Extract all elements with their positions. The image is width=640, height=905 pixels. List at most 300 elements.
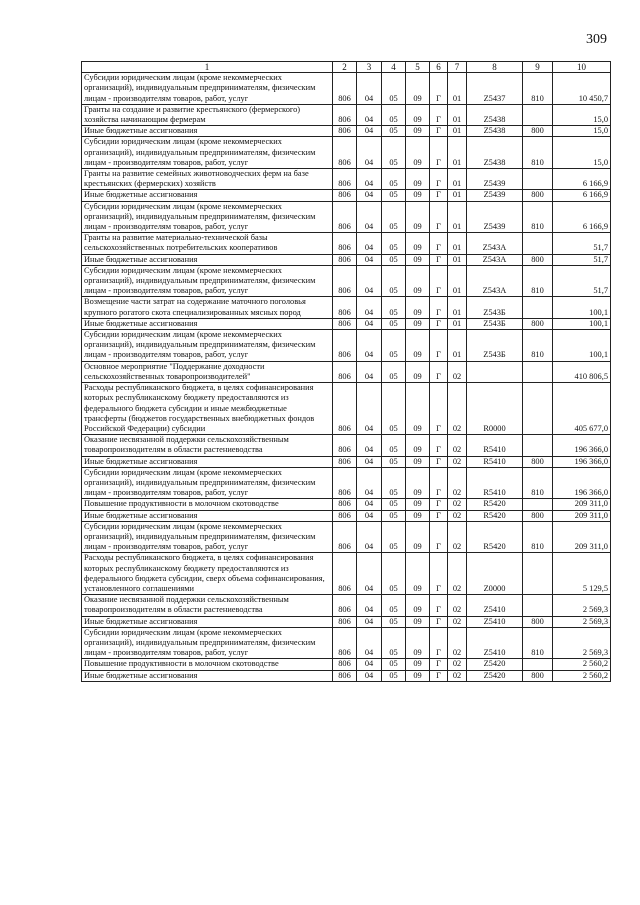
col-subsection: 05 — [382, 201, 406, 233]
col-section: 04 — [357, 126, 382, 137]
table-row — [82, 510, 611, 521]
table-row — [82, 435, 611, 456]
col-subprogram: Г — [430, 510, 448, 521]
col-amount: 196 366,0 — [553, 435, 611, 456]
col-program: 09 — [406, 297, 430, 318]
col-ministry: 806 — [333, 616, 357, 627]
col-event: 01 — [448, 330, 467, 362]
col-subprogram: Г — [430, 553, 448, 595]
col-program: 09 — [406, 190, 430, 201]
row-description: Субсидии юридическим лицам (кроме некоммерческих организаций), индивидуальным предпринимателям, физическим лицам - производителям товаров, работ, услуг — [82, 73, 333, 105]
col-amount: 51,7 — [553, 265, 611, 297]
table-row — [82, 456, 611, 467]
table-row — [82, 616, 611, 627]
col-event: 02 — [448, 670, 467, 681]
col-subsection: 05 — [382, 435, 406, 456]
col-expense-type: 810 — [523, 627, 553, 659]
col-event: 01 — [448, 297, 467, 318]
row-description: Иные бюджетные ассигнования — [82, 190, 333, 201]
col-section: 04 — [357, 73, 382, 105]
col-subprogram: Г — [430, 104, 448, 125]
col-expense-type — [523, 499, 553, 510]
col-event: 01 — [448, 126, 467, 137]
row-description: Субсидии юридическим лицам (кроме некоммерческих организаций), индивидуальным предпринимателям, физическим лицам - производителям товаров, работ, услуг — [82, 467, 333, 499]
col-ministry: 806 — [333, 659, 357, 670]
col-event: 02 — [448, 467, 467, 499]
col-ministry: 806 — [333, 297, 357, 318]
table-row — [82, 104, 611, 125]
col-event: 01 — [448, 137, 467, 169]
table-row — [82, 553, 611, 595]
col-direction: Z543Б — [467, 297, 523, 318]
col-subsection: 05 — [382, 521, 406, 553]
col-direction: Z543А — [467, 233, 523, 254]
header-cell: 5 — [406, 62, 430, 73]
col-expense-type — [523, 361, 553, 382]
col-event: 01 — [448, 104, 467, 125]
col-expense-type: 800 — [523, 126, 553, 137]
col-program: 09 — [406, 137, 430, 169]
col-direction — [467, 361, 523, 382]
row-description: Оказание несвязанной поддержки сельскохозяйственным товаропроизводителям в области растениеводства — [82, 435, 333, 456]
col-program: 09 — [406, 104, 430, 125]
col-program: 09 — [406, 670, 430, 681]
col-amount: 100,1 — [553, 297, 611, 318]
col-amount: 100,1 — [553, 330, 611, 362]
col-amount: 10 450,7 — [553, 73, 611, 105]
header-cell: 10 — [553, 62, 611, 73]
col-event: 02 — [448, 595, 467, 616]
col-direction: Z5439 — [467, 201, 523, 233]
table-row — [82, 627, 611, 659]
row-description: Гранты на развитие материально-технической базы сельскохозяйственных потребительских кооперативов — [82, 233, 333, 254]
row-description: Иные бюджетные ассигнования — [82, 510, 333, 521]
col-program: 09 — [406, 73, 430, 105]
col-subprogram: Г — [430, 467, 448, 499]
col-event: 02 — [448, 456, 467, 467]
col-expense-type — [523, 104, 553, 125]
col-subsection: 05 — [382, 510, 406, 521]
col-direction: Z5438 — [467, 104, 523, 125]
col-expense-type — [523, 659, 553, 670]
col-ministry: 806 — [333, 73, 357, 105]
col-ministry: 806 — [333, 201, 357, 233]
col-ministry: 806 — [333, 190, 357, 201]
col-subprogram: Г — [430, 616, 448, 627]
col-direction: R5410 — [467, 456, 523, 467]
col-event: 01 — [448, 265, 467, 297]
col-expense-type: 810 — [523, 265, 553, 297]
col-subprogram: Г — [430, 383, 448, 435]
col-event: 02 — [448, 510, 467, 521]
col-ministry: 806 — [333, 670, 357, 681]
col-section: 04 — [357, 616, 382, 627]
col-ministry: 806 — [333, 553, 357, 595]
col-amount: 2 560,2 — [553, 670, 611, 681]
col-amount: 196 366,0 — [553, 467, 611, 499]
table-row — [82, 318, 611, 329]
col-subsection: 05 — [382, 297, 406, 318]
col-expense-type: 810 — [523, 201, 553, 233]
col-direction: Z5439 — [467, 169, 523, 190]
col-amount: 100,1 — [553, 318, 611, 329]
col-expense-type — [523, 383, 553, 435]
row-description: Гранты на создание и развитие крестьянского (фермерского) хозяйства начинающим фермерам — [82, 104, 333, 125]
col-program: 09 — [406, 456, 430, 467]
row-description: Субсидии юридическим лицам (кроме некоммерческих организаций), индивидуальным предпринимателям, физическим лицам - производителям товаров, работ, услуг — [82, 521, 333, 553]
col-subprogram: Г — [430, 361, 448, 382]
col-ministry: 806 — [333, 233, 357, 254]
col-program: 09 — [406, 499, 430, 510]
header-cell: 6 — [430, 62, 448, 73]
row-description: Расходы республиканского бюджета, в целях софинансирования которых республиканскому бюджету предоставляются из федерального бюджета субсидии, сверх объема софинансирования, установленного соглашениями — [82, 553, 333, 595]
col-program: 09 — [406, 627, 430, 659]
table-row — [82, 169, 611, 190]
col-amount: 405 677,0 — [553, 383, 611, 435]
col-ministry: 806 — [333, 254, 357, 265]
col-program: 09 — [406, 201, 430, 233]
col-event: 01 — [448, 169, 467, 190]
col-subprogram: Г — [430, 265, 448, 297]
col-expense-type: 810 — [523, 73, 553, 105]
col-amount: 2 569,3 — [553, 627, 611, 659]
header-row — [82, 62, 611, 73]
table-row — [82, 595, 611, 616]
col-amount: 51,7 — [553, 233, 611, 254]
col-subprogram: Г — [430, 627, 448, 659]
col-expense-type: 810 — [523, 467, 553, 499]
col-amount: 209 311,0 — [553, 510, 611, 521]
col-subprogram: Г — [430, 169, 448, 190]
col-subsection: 05 — [382, 190, 406, 201]
col-section: 04 — [357, 169, 382, 190]
col-program: 09 — [406, 361, 430, 382]
row-description: Основное мероприятие "Поддержание доходности сельскохозяйственных товаропроизводителей" — [82, 361, 333, 382]
col-subsection: 05 — [382, 627, 406, 659]
col-expense-type: 800 — [523, 190, 553, 201]
col-section: 04 — [357, 297, 382, 318]
col-ministry: 806 — [333, 104, 357, 125]
col-subprogram: Г — [430, 190, 448, 201]
col-program: 09 — [406, 659, 430, 670]
col-section: 04 — [357, 201, 382, 233]
col-expense-type: 800 — [523, 510, 553, 521]
row-description: Субсидии юридическим лицам (кроме некоммерческих организаций), индивидуальным предпринимателям, физическим лицам - производителям товаров, работ, услуг — [82, 137, 333, 169]
col-subprogram: Г — [430, 435, 448, 456]
table-row — [82, 361, 611, 382]
row-description: Гранты на развитие семейных животноводческих ферм на базе крестьянских (фермерских) хозяйств — [82, 169, 333, 190]
col-subprogram: Г — [430, 330, 448, 362]
col-direction: Z543А — [467, 254, 523, 265]
col-event: 02 — [448, 435, 467, 456]
col-amount: 5 129,5 — [553, 553, 611, 595]
row-description: Расходы республиканского бюджета, в целях софинансирования которых республиканскому бюджету предоставляются из федерального бюджета субсидии и иные межбюджетные трансферты (бюджетов государственных внебюджетных фондов Российской Федерации) субсидии — [82, 383, 333, 435]
col-program: 09 — [406, 383, 430, 435]
col-ministry: 806 — [333, 521, 357, 553]
header-cell: 3 — [357, 62, 382, 73]
col-direction: R5420 — [467, 499, 523, 510]
table-row — [82, 297, 611, 318]
col-direction: R5410 — [467, 467, 523, 499]
row-description: Повышение продуктивности в молочном скотоводстве — [82, 499, 333, 510]
row-description: Иные бюджетные ассигнования — [82, 126, 333, 137]
col-subsection: 05 — [382, 137, 406, 169]
col-expense-type — [523, 553, 553, 595]
col-section: 04 — [357, 137, 382, 169]
col-expense-type — [523, 169, 553, 190]
col-ministry: 806 — [333, 126, 357, 137]
row-description: Повышение продуктивности в молочном скотоводстве — [82, 659, 333, 670]
col-program: 09 — [406, 553, 430, 595]
col-subsection: 05 — [382, 361, 406, 382]
row-description: Иные бюджетные ассигнования — [82, 616, 333, 627]
col-program: 09 — [406, 510, 430, 521]
col-subsection: 05 — [382, 616, 406, 627]
table-row — [82, 73, 611, 105]
col-subsection: 05 — [382, 330, 406, 362]
col-subsection: 05 — [382, 318, 406, 329]
col-amount: 51,7 — [553, 254, 611, 265]
table-row — [82, 233, 611, 254]
col-program: 09 — [406, 318, 430, 329]
col-amount: 2 569,3 — [553, 616, 611, 627]
col-expense-type — [523, 233, 553, 254]
col-ministry: 806 — [333, 595, 357, 616]
col-direction: Z5410 — [467, 616, 523, 627]
col-event: 02 — [448, 659, 467, 670]
col-expense-type: 810 — [523, 137, 553, 169]
col-direction: Z5420 — [467, 659, 523, 670]
col-section: 04 — [357, 190, 382, 201]
row-description: Возмещение части затрат на содержание маточного поголовья крупного рогатого скота специализированных мясных пород — [82, 297, 333, 318]
col-event: 01 — [448, 201, 467, 233]
col-program: 09 — [406, 169, 430, 190]
col-subsection: 05 — [382, 659, 406, 670]
col-section: 04 — [357, 330, 382, 362]
col-program: 09 — [406, 595, 430, 616]
col-amount: 15,0 — [553, 104, 611, 125]
col-section: 04 — [357, 265, 382, 297]
table-row — [82, 383, 611, 435]
col-direction: Z5438 — [467, 137, 523, 169]
col-subprogram: Г — [430, 73, 448, 105]
col-subsection: 05 — [382, 670, 406, 681]
col-amount: 2 560,2 — [553, 659, 611, 670]
col-amount: 15,0 — [553, 137, 611, 169]
row-description: Субсидии юридическим лицам (кроме некоммерческих организаций), индивидуальным предпринимателям, физическим лицам - производителям товаров, работ, услуг — [82, 201, 333, 233]
col-expense-type — [523, 435, 553, 456]
col-direction: R0000 — [467, 383, 523, 435]
col-direction: Z5410 — [467, 627, 523, 659]
col-direction: R5420 — [467, 521, 523, 553]
col-ministry: 806 — [333, 510, 357, 521]
col-subsection: 05 — [382, 383, 406, 435]
col-subprogram: Г — [430, 297, 448, 318]
col-event: 01 — [448, 254, 467, 265]
col-section: 04 — [357, 670, 382, 681]
col-section: 04 — [357, 361, 382, 382]
col-ministry: 806 — [333, 318, 357, 329]
col-ministry: 806 — [333, 361, 357, 382]
col-subsection: 05 — [382, 233, 406, 254]
col-amount: 196 366,0 — [553, 456, 611, 467]
col-subprogram: Г — [430, 233, 448, 254]
col-subprogram: Г — [430, 595, 448, 616]
col-program: 09 — [406, 330, 430, 362]
col-direction: Z5437 — [467, 73, 523, 105]
col-subprogram: Г — [430, 318, 448, 329]
col-event: 01 — [448, 73, 467, 105]
col-ministry: 806 — [333, 627, 357, 659]
col-amount: 410 806,5 — [553, 361, 611, 382]
row-description: Иные бюджетные ассигнования — [82, 670, 333, 681]
col-section: 04 — [357, 499, 382, 510]
col-section: 04 — [357, 318, 382, 329]
col-subprogram: Г — [430, 456, 448, 467]
col-event: 02 — [448, 499, 467, 510]
col-subsection: 05 — [382, 499, 406, 510]
table-row — [82, 659, 611, 670]
table-row — [82, 137, 611, 169]
col-subprogram: Г — [430, 126, 448, 137]
header-cell: 9 — [523, 62, 553, 73]
col-ministry: 806 — [333, 383, 357, 435]
header-cell: 4 — [382, 62, 406, 73]
table-row — [82, 201, 611, 233]
col-event: 02 — [448, 521, 467, 553]
col-direction: Z543Б — [467, 330, 523, 362]
col-section: 04 — [357, 104, 382, 125]
col-direction: Z543А — [467, 265, 523, 297]
col-event: 01 — [448, 318, 467, 329]
col-program: 09 — [406, 616, 430, 627]
col-event: 02 — [448, 627, 467, 659]
col-section: 04 — [357, 521, 382, 553]
col-amount: 15,0 — [553, 126, 611, 137]
col-expense-type: 800 — [523, 670, 553, 681]
col-expense-type: 800 — [523, 616, 553, 627]
row-description: Субсидии юридическим лицам (кроме некоммерческих организаций), индивидуальным предпринимателям, физическим лицам - производителям товаров, работ, услуг — [82, 627, 333, 659]
col-subsection: 05 — [382, 73, 406, 105]
col-amount: 6 166,9 — [553, 201, 611, 233]
col-subsection: 05 — [382, 104, 406, 125]
col-subprogram: Г — [430, 659, 448, 670]
table-row — [82, 670, 611, 681]
col-direction: Z5420 — [467, 670, 523, 681]
row-description: Субсидии юридическим лицам (кроме некоммерческих организаций), индивидуальным предпринимателям, физическим лицам - производителям товаров, работ, услуг — [82, 265, 333, 297]
col-expense-type — [523, 297, 553, 318]
col-expense-type: 800 — [523, 318, 553, 329]
table-row — [82, 499, 611, 510]
col-subsection: 05 — [382, 467, 406, 499]
col-ministry: 806 — [333, 435, 357, 456]
col-subsection: 05 — [382, 254, 406, 265]
col-direction: Z5439 — [467, 190, 523, 201]
col-section: 04 — [357, 553, 382, 595]
col-expense-type: 810 — [523, 330, 553, 362]
table-row — [82, 126, 611, 137]
col-expense-type: 800 — [523, 254, 553, 265]
col-ministry: 806 — [333, 330, 357, 362]
col-subprogram: Г — [430, 521, 448, 553]
col-section: 04 — [357, 659, 382, 670]
col-section: 04 — [357, 467, 382, 499]
col-subsection: 05 — [382, 456, 406, 467]
col-section: 04 — [357, 383, 382, 435]
col-expense-type: 810 — [523, 521, 553, 553]
col-subsection: 05 — [382, 595, 406, 616]
row-description: Иные бюджетные ассигнования — [82, 254, 333, 265]
col-subsection: 05 — [382, 265, 406, 297]
header-cell: 7 — [448, 62, 467, 73]
col-subprogram: Г — [430, 670, 448, 681]
row-description: Субсидии юридическим лицам (кроме некоммерческих организаций), индивидуальным предпринимателям, физическим лицам - производителям товаров, работ, услуг — [82, 330, 333, 362]
col-event: 02 — [448, 361, 467, 382]
budget-table — [81, 61, 611, 682]
col-section: 04 — [357, 435, 382, 456]
table-row — [82, 467, 611, 499]
col-ministry: 806 — [333, 456, 357, 467]
col-program: 09 — [406, 521, 430, 553]
header-cell: 2 — [333, 62, 357, 73]
col-amount: 209 311,0 — [553, 499, 611, 510]
col-ministry: 806 — [333, 499, 357, 510]
col-expense-type — [523, 595, 553, 616]
col-program: 09 — [406, 435, 430, 456]
col-program: 09 — [406, 467, 430, 499]
col-ministry: 806 — [333, 137, 357, 169]
col-event: 01 — [448, 190, 467, 201]
col-subprogram: Г — [430, 201, 448, 233]
table-row — [82, 330, 611, 362]
col-event: 01 — [448, 233, 467, 254]
col-program: 09 — [406, 254, 430, 265]
table-row — [82, 265, 611, 297]
col-ministry: 806 — [333, 169, 357, 190]
col-subprogram: Г — [430, 137, 448, 169]
col-amount: 6 166,9 — [553, 190, 611, 201]
col-section: 04 — [357, 627, 382, 659]
col-program: 09 — [406, 233, 430, 254]
col-subsection: 05 — [382, 126, 406, 137]
col-direction: Z0000 — [467, 553, 523, 595]
col-event: 02 — [448, 553, 467, 595]
col-subprogram: Г — [430, 254, 448, 265]
header-cell: 1 — [82, 62, 333, 73]
col-section: 04 — [357, 233, 382, 254]
col-subprogram: Г — [430, 499, 448, 510]
col-ministry: 806 — [333, 467, 357, 499]
col-section: 04 — [357, 456, 382, 467]
table-row — [82, 254, 611, 265]
col-program: 09 — [406, 265, 430, 297]
col-direction: R5420 — [467, 510, 523, 521]
col-expense-type: 800 — [523, 456, 553, 467]
row-description: Иные бюджетные ассигнования — [82, 456, 333, 467]
page-number: 309 — [586, 32, 607, 47]
row-description: Оказание несвязанной поддержки сельскохозяйственным товаропроизводителям в области растениеводства — [82, 595, 333, 616]
col-subsection: 05 — [382, 169, 406, 190]
col-event: 02 — [448, 383, 467, 435]
col-direction: Z543Б — [467, 318, 523, 329]
header-cell: 8 — [467, 62, 523, 73]
table-row — [82, 521, 611, 553]
col-subsection: 05 — [382, 553, 406, 595]
col-amount: 209 311,0 — [553, 521, 611, 553]
col-section: 04 — [357, 510, 382, 521]
table-row — [82, 190, 611, 201]
col-event: 02 — [448, 616, 467, 627]
